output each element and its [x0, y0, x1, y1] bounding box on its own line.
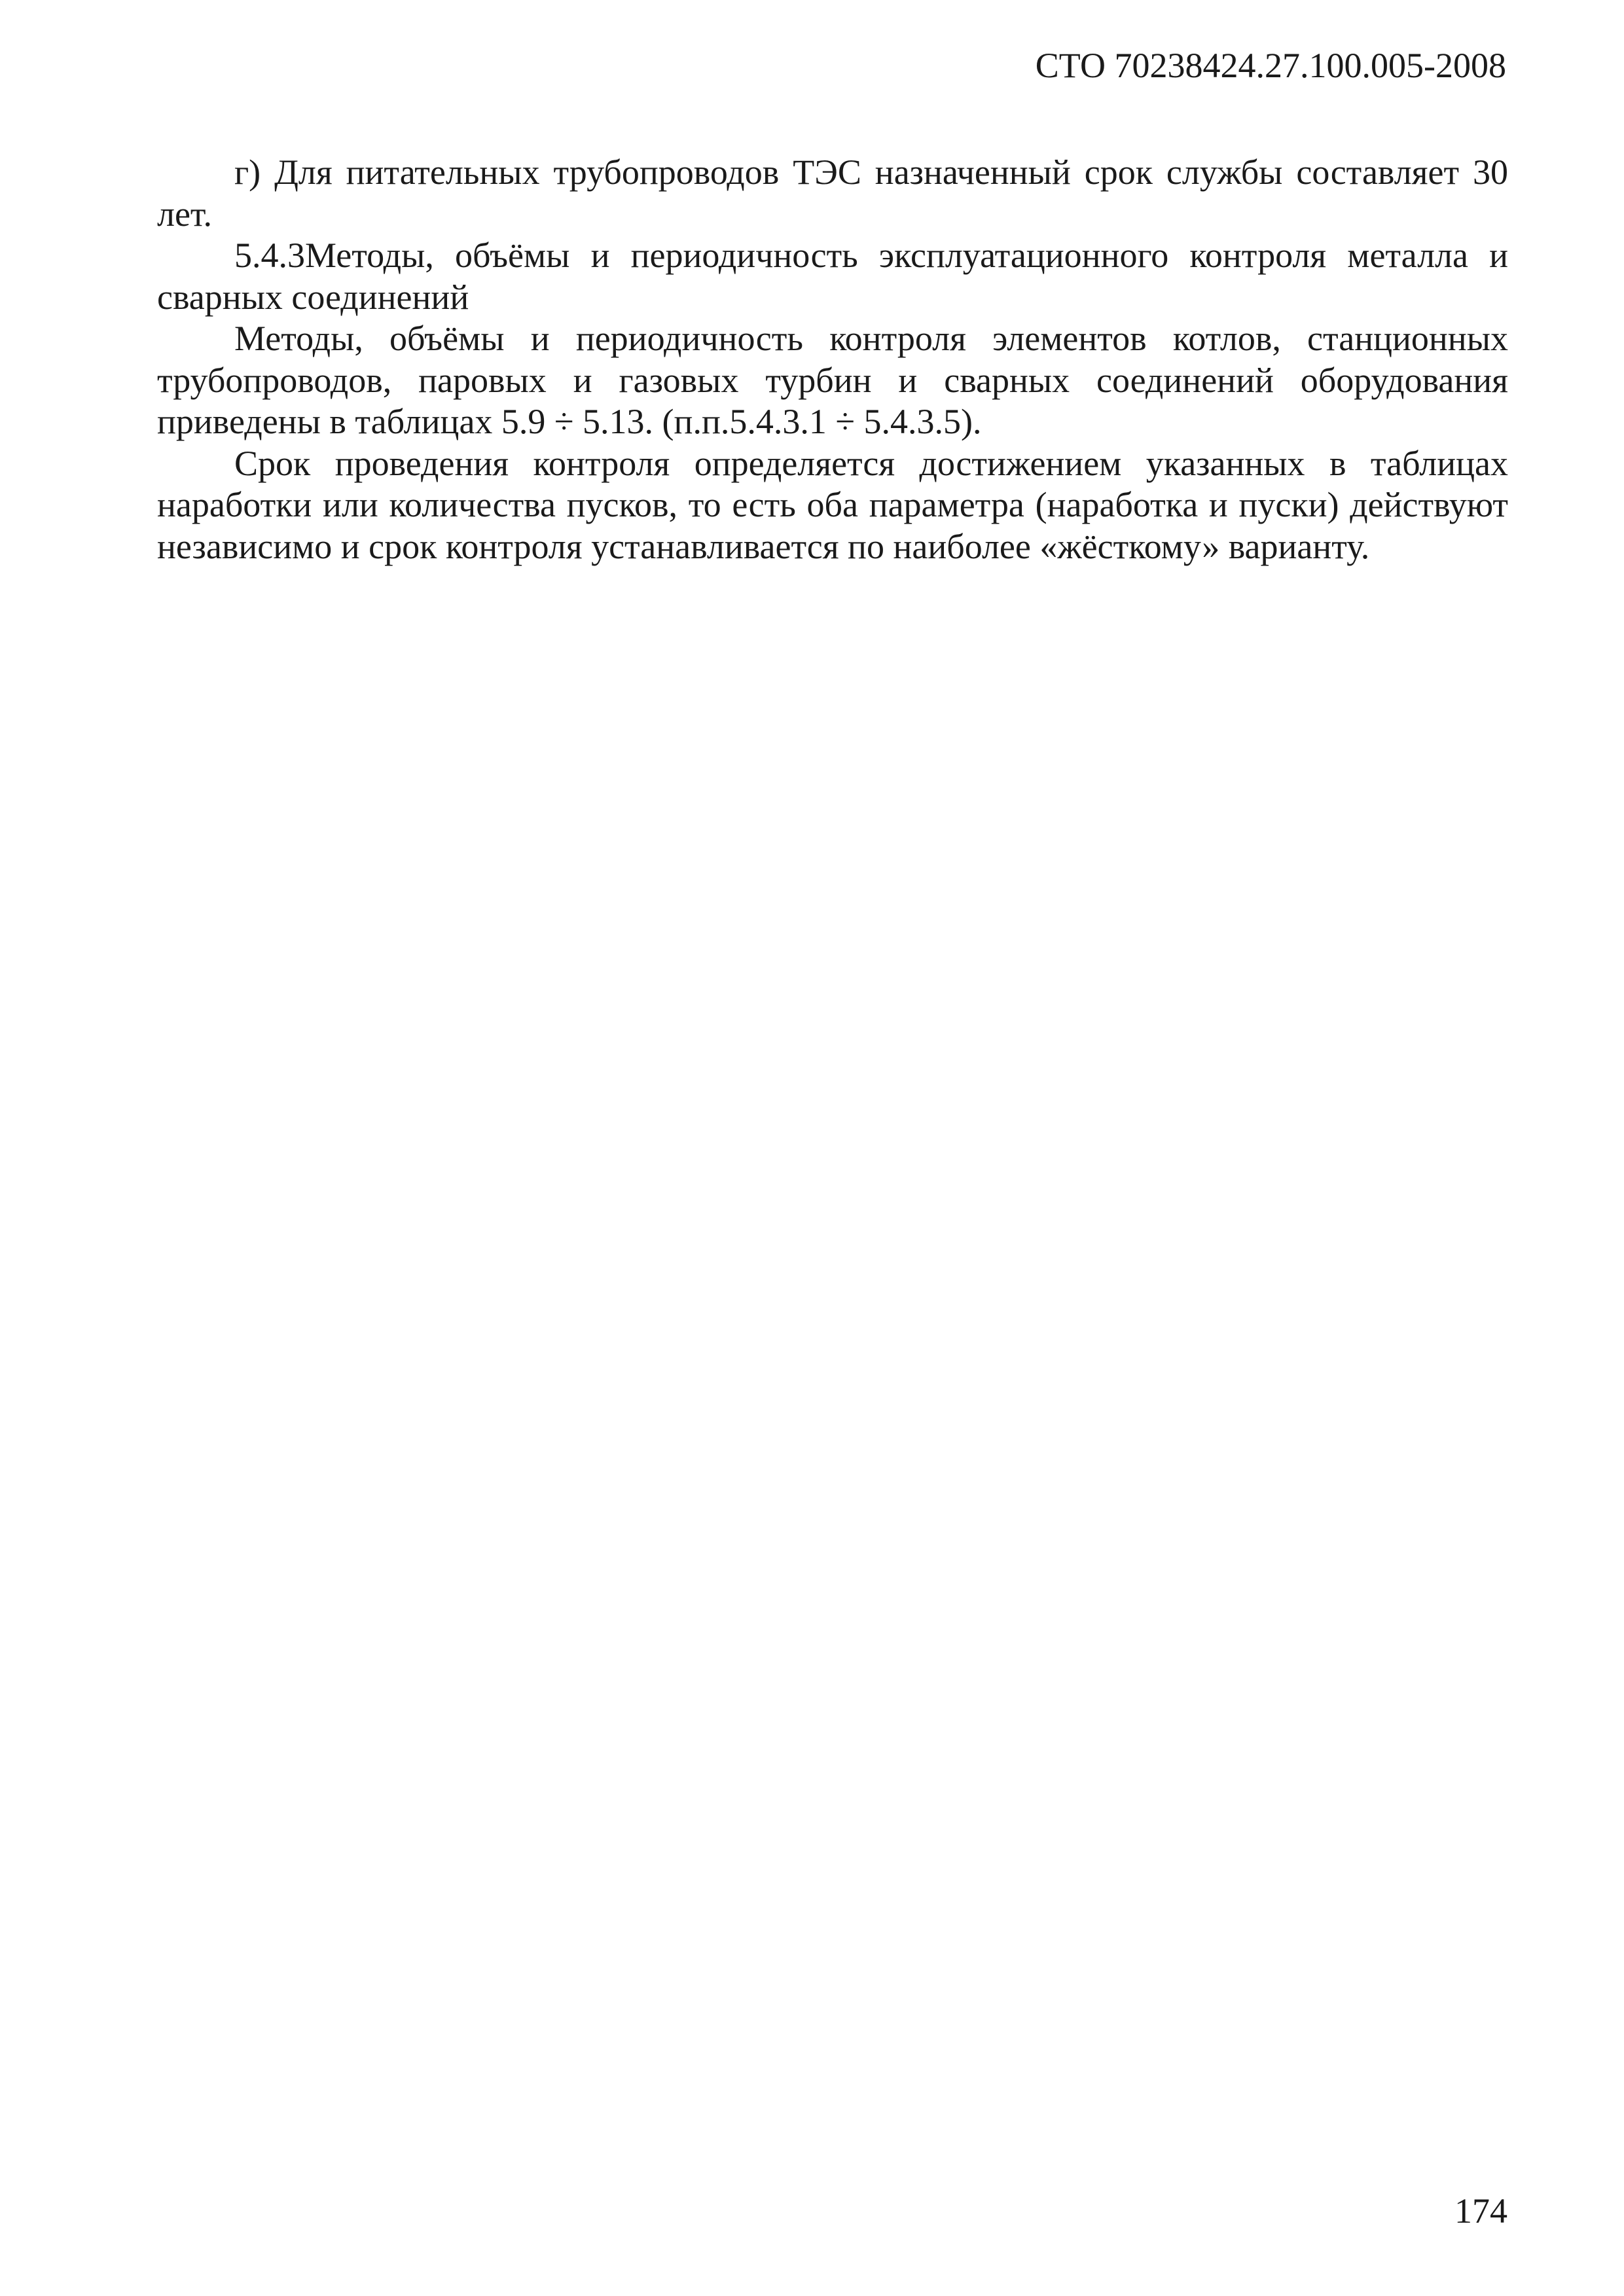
document-code-header: СТО 70238424.27.100.005-2008 [1035, 46, 1506, 85]
section-heading-5-4-3: 5.4.3Методы, объёмы и периодичность эксплуатационного контроля металла и сварных соединений [157, 236, 1508, 317]
paragraph-service-life: г) Для питательных трубопроводов ТЭС назначенный срок службы составляет 30 лет. [157, 152, 1508, 234]
paragraph-control-timing: Срок проведения контроля определяется достижением указанных в таблицах наработки или количества пусков, то есть оба параметра (наработка и пуски) действуют независимо и срок контроля устанавливается по наиболее «жёсткому» варианту. [157, 443, 1508, 566]
body-text [157, 152, 1508, 567]
paragraph-control-methods: Методы, объёмы и периодичность контроля элементов котлов, станционных трубопроводов, паровых и газовых турбин и сварных соединений оборудования приведены в таблицах 5.9 ÷ 5.13. (п.п.5.4.3.1 ÷ 5.4.3.5). [157, 319, 1508, 441]
page-number: 174 [1454, 2191, 1507, 2231]
